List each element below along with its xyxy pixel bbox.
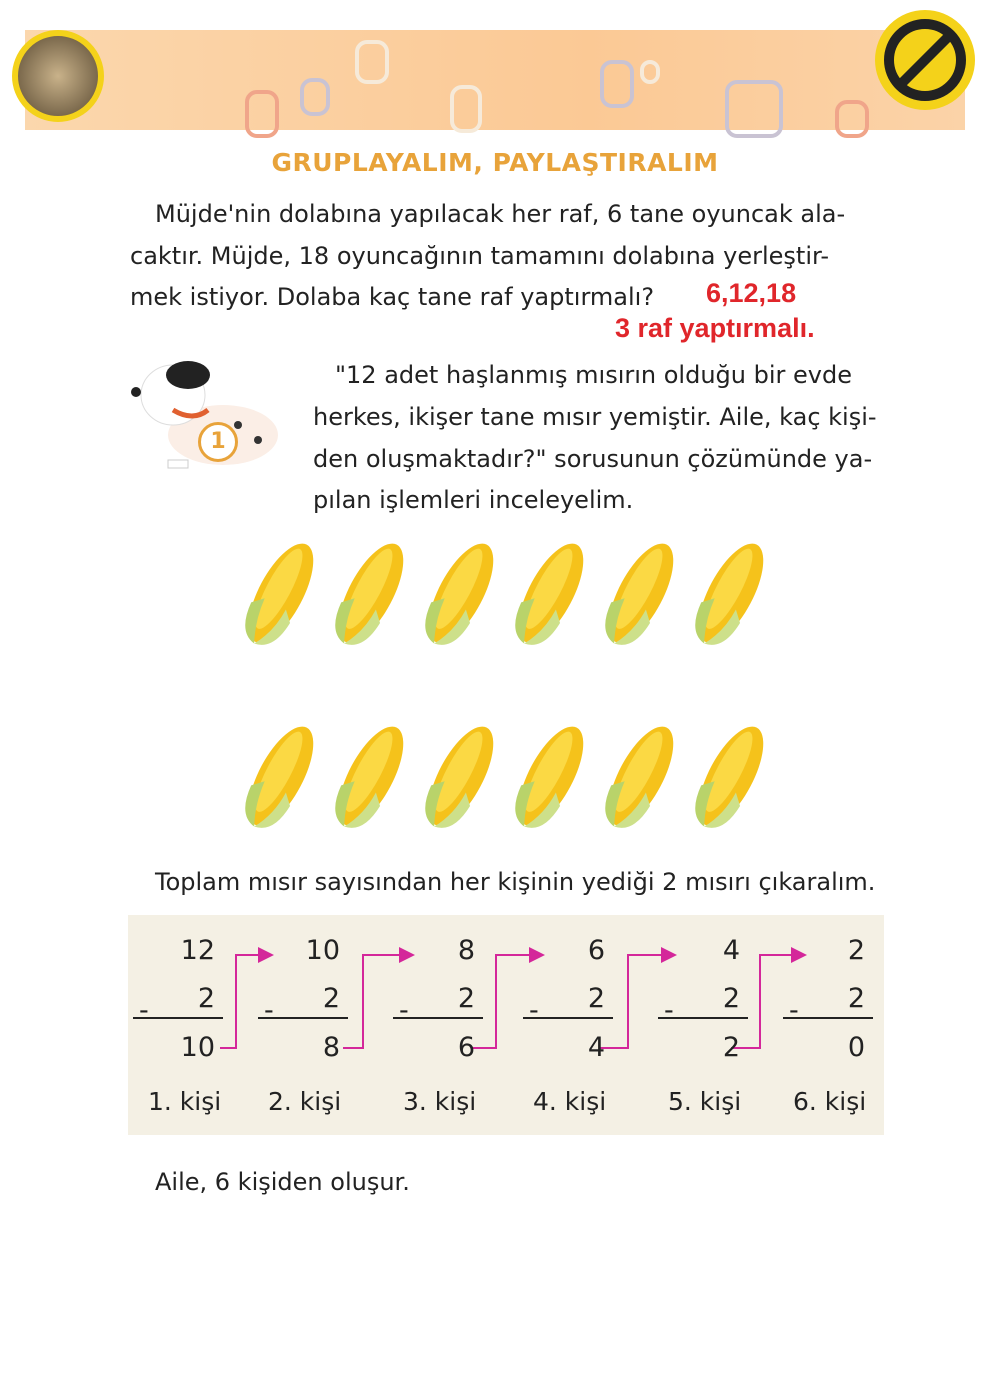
- person-label: 1. kişi: [148, 1087, 222, 1116]
- person-label: 5. kişi: [668, 1087, 742, 1116]
- no-sign-icon: [881, 16, 969, 104]
- conclusion-text: Aile, 6 kişiden oluşur.: [155, 1168, 410, 1196]
- problem-line: Müjde'nin dolabına yapılacak her raf, 6 tane oyuncak ala-: [155, 200, 846, 228]
- minuend: 10: [305, 935, 340, 966]
- subtraction-step: [658, 935, 748, 1125]
- corn-icon: [690, 535, 770, 655]
- handwritten-answer: 6,12,18: [706, 278, 797, 308]
- section-title: GRUPLAYALIM, PAYLAŞTIRALIM: [271, 148, 719, 177]
- underline: [783, 1017, 873, 1019]
- corn-icon: [690, 718, 770, 838]
- problem-line: mek istiyor. Dolaba kaç tane raf yaptırmalı?: [130, 283, 655, 311]
- difference: 2: [722, 1032, 740, 1063]
- dalmatian-illustration: [128, 350, 293, 480]
- subtrahend: 2: [457, 983, 475, 1014]
- abbyy-buy-seal[interactable]: [875, 10, 975, 110]
- handwritten-answer: 3 raf yaptırmalı.: [615, 313, 815, 343]
- subtrahend: 2: [197, 983, 215, 1014]
- difference: 4: [587, 1032, 605, 1063]
- underline: [133, 1017, 223, 1019]
- minuend: 6: [587, 935, 605, 966]
- minuend: 2: [847, 935, 865, 966]
- person-label: 2. kişi: [268, 1087, 342, 1116]
- person-label: 6. kişi: [793, 1087, 867, 1116]
- minuend: 4: [722, 935, 740, 966]
- subtraction-step: [523, 935, 613, 1125]
- subtraction-step: [258, 935, 348, 1125]
- example-line: herkes, ikişer tane mısır yemiştir. Aile, kaç kişi-: [313, 403, 877, 431]
- corn-icon: [420, 535, 500, 655]
- difference: 10: [180, 1032, 215, 1063]
- minus-sign: -: [664, 995, 674, 1026]
- difference: 6: [457, 1032, 475, 1063]
- underline: [658, 1017, 748, 1019]
- example-line: den oluşmaktadır?" sorusunun çözümünde ya-: [313, 445, 873, 473]
- subtraction-step: [393, 935, 483, 1125]
- subtraction-step: [783, 935, 873, 1125]
- minus-sign: -: [139, 995, 149, 1026]
- corn-icon: [420, 718, 500, 838]
- minus-sign: -: [264, 995, 274, 1026]
- arrow-connectors: [128, 915, 884, 1135]
- header-banner: [25, 30, 965, 130]
- corn-icon: [510, 718, 590, 838]
- corn-icon: [330, 718, 410, 838]
- difference: 8: [322, 1032, 340, 1063]
- instruction-text: Toplam mısır sayısından her kişinin yediği 2 mısırı çıkaralım.: [155, 868, 876, 896]
- person-label: 3. kişi: [403, 1087, 477, 1116]
- example-line: "12 adet haşlanmış mısırın olduğu bir evde: [335, 361, 852, 389]
- corn-icon: [510, 535, 590, 655]
- abbyy-seal-left: [12, 30, 104, 122]
- minus-sign: -: [529, 995, 539, 1026]
- underline: [523, 1017, 613, 1019]
- subtrahend: 2: [587, 983, 605, 1014]
- example-line: pılan işlemleri inceleyelim.: [313, 486, 634, 514]
- person-label: 4. kişi: [533, 1087, 607, 1116]
- subtrahend: 2: [847, 983, 865, 1014]
- problem-line: caktır. Müjde, 18 oyuncağının tamamını dolabına yerleştir-: [130, 242, 829, 270]
- underline: [258, 1017, 348, 1019]
- corn-icon: [240, 718, 320, 838]
- corn-icon: [330, 535, 410, 655]
- minus-sign: -: [789, 995, 799, 1026]
- minuend: 8: [457, 935, 475, 966]
- subtrahend: 2: [322, 983, 340, 1014]
- example-number-badge: 1: [198, 422, 238, 462]
- difference: 0: [847, 1032, 865, 1063]
- subtrahend: 2: [722, 983, 740, 1014]
- corn-icon: [600, 535, 680, 655]
- corn-icon: [600, 718, 680, 838]
- underline: [393, 1017, 483, 1019]
- minuend: 12: [180, 935, 215, 966]
- subtraction-step: [133, 935, 223, 1125]
- corn-icon: [240, 535, 320, 655]
- minus-sign: -: [399, 995, 409, 1026]
- subtraction-steps-panel: [128, 915, 884, 1135]
